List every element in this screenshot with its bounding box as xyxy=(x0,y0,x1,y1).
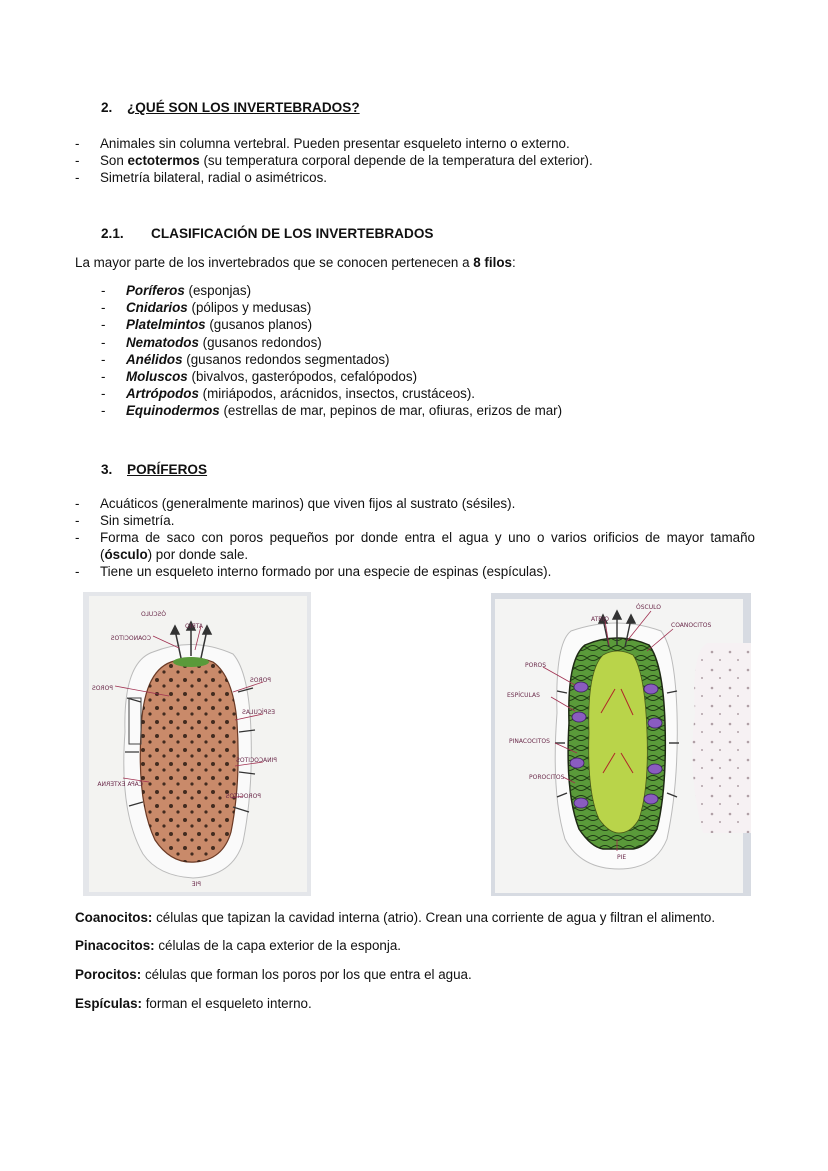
list-item: - Tiene un esqueleto interno formado por una especie de espinas (espículas). xyxy=(75,564,552,579)
list-item: - Acuáticos (generalmente marinos) que viven fijos al sustrato (sésiles). xyxy=(75,496,516,511)
section-3-title: PORÍFEROS xyxy=(127,462,208,477)
definition-espiculas: Espículas: forman el esqueleto interno. xyxy=(75,996,312,1011)
section-3-number: 3. xyxy=(101,462,113,477)
svg-text:ÓSCULO: ÓSCULO xyxy=(636,604,661,611)
phylum-name: Artrópodos xyxy=(126,386,199,402)
phylum-name: Moluscos xyxy=(126,369,188,384)
section-2-heading xyxy=(101,100,360,115)
svg-text:PIE: PIE xyxy=(617,854,627,861)
section-2-title: ¿QUÉ SON LOS INVERTEBRADOS? xyxy=(127,100,360,115)
list-item: - Forma de saco con poros pequeños por donde entra el agua y uno o varios orificios de mayor tamaño (ósculo) por donde sale. xyxy=(75,530,755,562)
svg-text:ESPÍCULAS: ESPÍCULAS xyxy=(507,692,540,699)
section-2-1-number: 2.1. xyxy=(101,226,124,241)
definition-pinacocitos: Pinacocitos: células de la capa exterior de la esponja. xyxy=(75,938,402,953)
sponge-external-drawing-photo xyxy=(83,592,311,896)
definition-porocitos: Porocitos: células que forman los poros por los que entra el agua. xyxy=(75,967,472,982)
section-3-heading xyxy=(101,462,207,477)
sponge-external-drawing xyxy=(83,592,311,896)
definition-coanocitos: Coanocitos: células que tapizan la cavidad interna (atrio). Crean una corriente de agua y filtran el alimento. xyxy=(75,910,716,925)
svg-text:POROCITOS: POROCITOS xyxy=(529,774,565,781)
section-2-1-title: CLASIFICACIÓN DE LOS INVERTEBRADOS xyxy=(151,226,434,241)
section-2-number: 2. xyxy=(101,100,113,115)
phylum-name: Poríferos xyxy=(126,283,185,298)
classification-intro: La mayor parte de los invertebrados que se conocen pertenecen a 8 filos: xyxy=(75,255,516,270)
phylum-name: Platelmintos xyxy=(126,317,206,333)
svg-text:PINACOCITOS: PINACOCITOS xyxy=(509,738,550,745)
list-item: - Sin simetría. xyxy=(75,513,175,528)
svg-text:PIE: PIE xyxy=(191,881,201,888)
svg-text:CAPA EXTERNA: CAPA EXTERNA xyxy=(97,781,143,788)
phylum-name: Equinodermos xyxy=(126,403,220,419)
svg-text:ATRIO: ATRIO xyxy=(591,616,609,623)
svg-text:ATRIO: ATRIO xyxy=(185,623,203,630)
svg-text:POROCITOS: POROCITOS xyxy=(225,793,261,800)
svg-text:ESPÍCULAS: ESPÍCULAS xyxy=(242,709,275,716)
svg-text:POROS: POROS xyxy=(249,677,271,684)
phylum-name: Nematodos xyxy=(126,334,199,350)
svg-text:COANOCITOS: COANOCITOS xyxy=(110,635,151,642)
list-item: - Son ectotermos (su temperatura corporal depende de la temperatura del exterior). xyxy=(75,153,593,168)
svg-text:COANOCITOS: COANOCITOS xyxy=(671,622,712,629)
phylum-name: Anélidos xyxy=(126,351,183,367)
list-item: - Animales sin columna vertebral. Pueden presentar esqueleto interno o externo. xyxy=(75,136,570,151)
svg-text:ÓSCULO: ÓSCULO xyxy=(141,611,166,618)
sponge-internal-drawing-photo xyxy=(491,593,751,896)
sponge-internal-drawing xyxy=(491,593,751,896)
svg-text:PINACOCITOS: PINACOCITOS xyxy=(236,757,277,764)
svg-text:POROS: POROS xyxy=(91,685,113,692)
section-2-1-heading xyxy=(101,226,433,241)
list-item: - Simetría bilateral, radial o asimétricos. xyxy=(75,170,327,185)
phylum-name: Cnidarios xyxy=(126,300,188,316)
svg-text:POROS: POROS xyxy=(525,662,547,669)
